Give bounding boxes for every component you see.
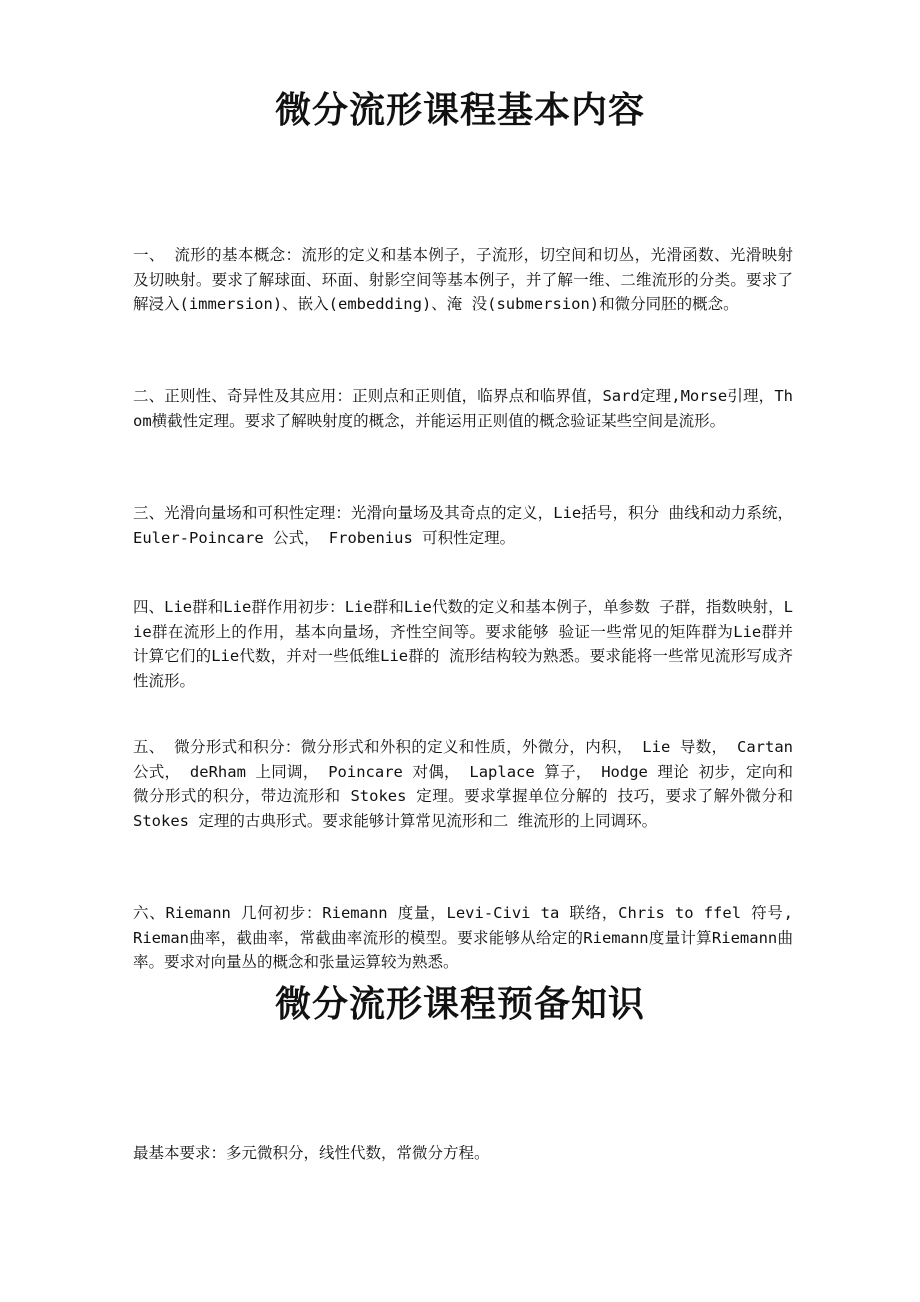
section-6-paragraph: 六、Riemann 几何初步：Riemann 度量，Levi-Civi ta 联络，Chris to ffel 符号, Rieman曲率，截曲率，常截曲率流形的模型。要求能够从给定的Riemann度量计算Riemann曲率。要求对向量丛的概念和张量运算较为熟悉。 — [133, 904, 793, 971]
section-5-paragraph: 五、 微分形式和积分：微分形式和外积的定义和性质，外微分，内积， Lie 导数， Cartan 公式， deRham 上同调， Poincare 对偶， Laplace 算子， Hodge 理论 初步，定向和微分形式的积分，带边流形和 Stokes 定理。要求掌握单位分解的 技巧，要求了解外微分和 Stokes 定理的古典形式。要求能够计算常见流形和二 维流形的上同调环。 — [133, 738, 793, 830]
page-title: 微分流形课程基本内容 — [274, 89, 645, 131]
section-1-paragraph: 一、 流形的基本概念：流形的定义和基本例子，子流形，切空间和切丛，光滑函数、光滑映射及切映射。要求了解球面、环面、射影空间等基本例子，并了解一维、二维流形的分类。要求了解浸入(immersion)、嵌入(embedding)、淹 没(submersion)和微分同胚的概念。 — [133, 246, 793, 313]
prerequisites-title: 微分流形课程预备知识 — [274, 983, 645, 1025]
section-4-paragraph: 四、Lie群和Lie群作用初步：Lie群和Lie代数的定义和基本例子，单参数 子群，指数映射，Lie群在流形上的作用，基本向量场，齐性空间等。要求能够 验证一些常见的矩阵群为Lie群并计算它们的Lie代数，并对一些低维Lie群的 流形结构较为熟悉。要求能将一些常见流形写成齐性流形。 — [133, 598, 793, 690]
section-3-paragraph: 三、光滑向量场和可积性定理：光滑向量场及其奇点的定义，Lie括号，积分 曲线和动力系统， Euler-Poincare 公式， Frobenius 可积性定理。 — [133, 504, 793, 547]
section-2-paragraph: 二、正则性、奇异性及其应用：正则点和正则值，临界点和临界值，Sard定理,Morse引理，Thom横截性定理。要求了解映射度的概念，并能运用正则值的概念验证某些空间是流形。 — [133, 387, 793, 430]
prerequisites-paragraph: 最基本要求：多元微积分，线性代数，常微分方程。 — [133, 1144, 490, 1162]
